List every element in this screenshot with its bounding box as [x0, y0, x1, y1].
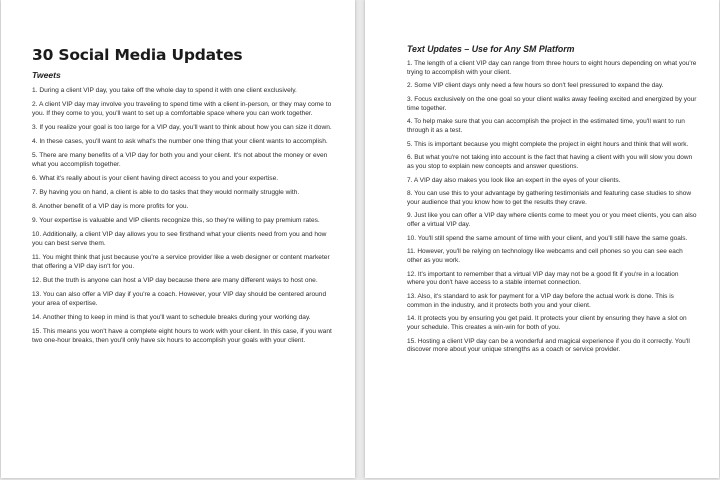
list-item: 8. You can use this to your advantage by gathering testimonials and featuring case studies to show your audience that you know how to get the results they crave.: [407, 190, 692, 206]
list-item: 6. What it's really about is your client having direct access to you and your expertise.: [32, 174, 279, 182]
list-item: 1. During a client VIP day, you take off the whole day to spend it with one client exclusively.: [32, 87, 297, 94]
list-item: 8. Another benefit of a VIP day is more profits for you.: [32, 203, 189, 211]
list-item: 14. Another thing to keep in mind is that you'll want to schedule breaks during your working day.: [32, 313, 311, 321]
list-item: 14. It protects you by ensuring you get paid. It protects your client by ensuring they have a slot on your schedule. This creates a win-win for both of you.: [407, 315, 687, 331]
list-item: 12. It's important to remember that a virtual VIP day may not be a good fit if you're in a location where you don't have access to a stable internet connection.: [407, 270, 679, 287]
list-item: 6. But what you're not taking into account is the fact that having a client with you will slow you down as you stop to explain new concepts and answer questions.: [407, 154, 693, 170]
list-item: 11. However, you'll be relying on technology like webcams and cell phones so you can see each other as you work.: [407, 248, 683, 265]
list-item: 10. Additionally, a client VIP day allows you to see firsthand what your clients need from you and how you can best serve them.: [32, 231, 327, 247]
list-item: 7. By having you on hand, a client is able to do tasks that they would normally struggle with.: [32, 188, 300, 196]
list-item: 15. This means you won't have a complete eight hours to work with your client. In this case, if you want two one-hour breaks, then you'll only have six hours to accomplish your goals with your client.: [32, 327, 332, 344]
list-item: 4. To help make sure that you can accomplish the project in the estimated time, you'll want to run through it as a test.: [407, 118, 685, 134]
list-item: 12. But the truth is anyone can host a VIP day because there are many different ways to host one.: [32, 276, 318, 284]
text-updates-list: [407, 60, 697, 355]
list-item: 3. If you realize your goal is too large for a VIP day, you'll want to think about how you can size it down.: [32, 123, 332, 131]
section-heading-tweets: Tweets: [32, 70, 61, 80]
list-item: 7. A VIP day also makes you look like an expert in the eyes of your clients.: [407, 176, 621, 184]
list-item: 3. Focus exclusively on the one goal so your client walks away feeling excited and energized by your time together.: [407, 95, 697, 112]
tweets-list: [32, 87, 333, 345]
list-item: 15. Hosting a client VIP day can be a wonderful and magical experience if you do it correctly. You'll discover more about your unique strengths as a coach or service provider.: [407, 337, 690, 354]
document-page-left: [1, 0, 355, 478]
list-item: 1. The length of a client VIP day can range from three hours to eight hours depending on what you're trying to accomplish with your client.: [407, 60, 697, 76]
list-item: 13. You can also offer a VIP day if you're a coach. However, your VIP day should be centered around your area of expertise.: [32, 290, 327, 307]
list-item: 5. There are many benefits of a VIP day for both you and your client. It's not about the money or even what you accomplish together.: [32, 152, 328, 168]
section-heading-text-updates: Text Updates – Use for Any SM Platform: [407, 44, 575, 54]
list-item: 2. Some VIP client days only need a few hours so don't feel pressured to expand the day.: [407, 82, 664, 90]
page-title: 30 Social Media Updates: [32, 46, 243, 64]
document-page-right: [365, 0, 719, 478]
list-item: 9. Your expertise is valuable and VIP clients recognize this, so they're willing to pay premium rates.: [32, 217, 320, 225]
list-item: 10. You'll still spend the same amount of time with your client, and you'll still have the same goals.: [407, 234, 688, 242]
list-item: 5. This is important because you might complete the project in eight hours and think that will work.: [407, 140, 689, 148]
list-item: 11. You might think that just because you're a service provider like a web designer or content marketer that offering a VIP day isn't for you.: [32, 254, 330, 270]
list-item: 13. Also, it's standard to ask for payment for a VIP day before the actual work is done. This is common in the industry, and it protects both you and your client.: [407, 293, 674, 309]
list-item: 2. A client VIP day may involve you traveling to spend time with a client in-person, or they may come to you. If they come to you, you'll want to set up a comfortable space where you can work together.: [32, 101, 332, 117]
list-item: 4. In these cases, you'll want to ask what's the number one thing that your client wants to accomplish.: [32, 137, 328, 145]
list-item: 9. Just like you can offer a VIP day where clients come to meet you or you meet clients, you can also offer a virtual VIP day.: [407, 212, 697, 229]
